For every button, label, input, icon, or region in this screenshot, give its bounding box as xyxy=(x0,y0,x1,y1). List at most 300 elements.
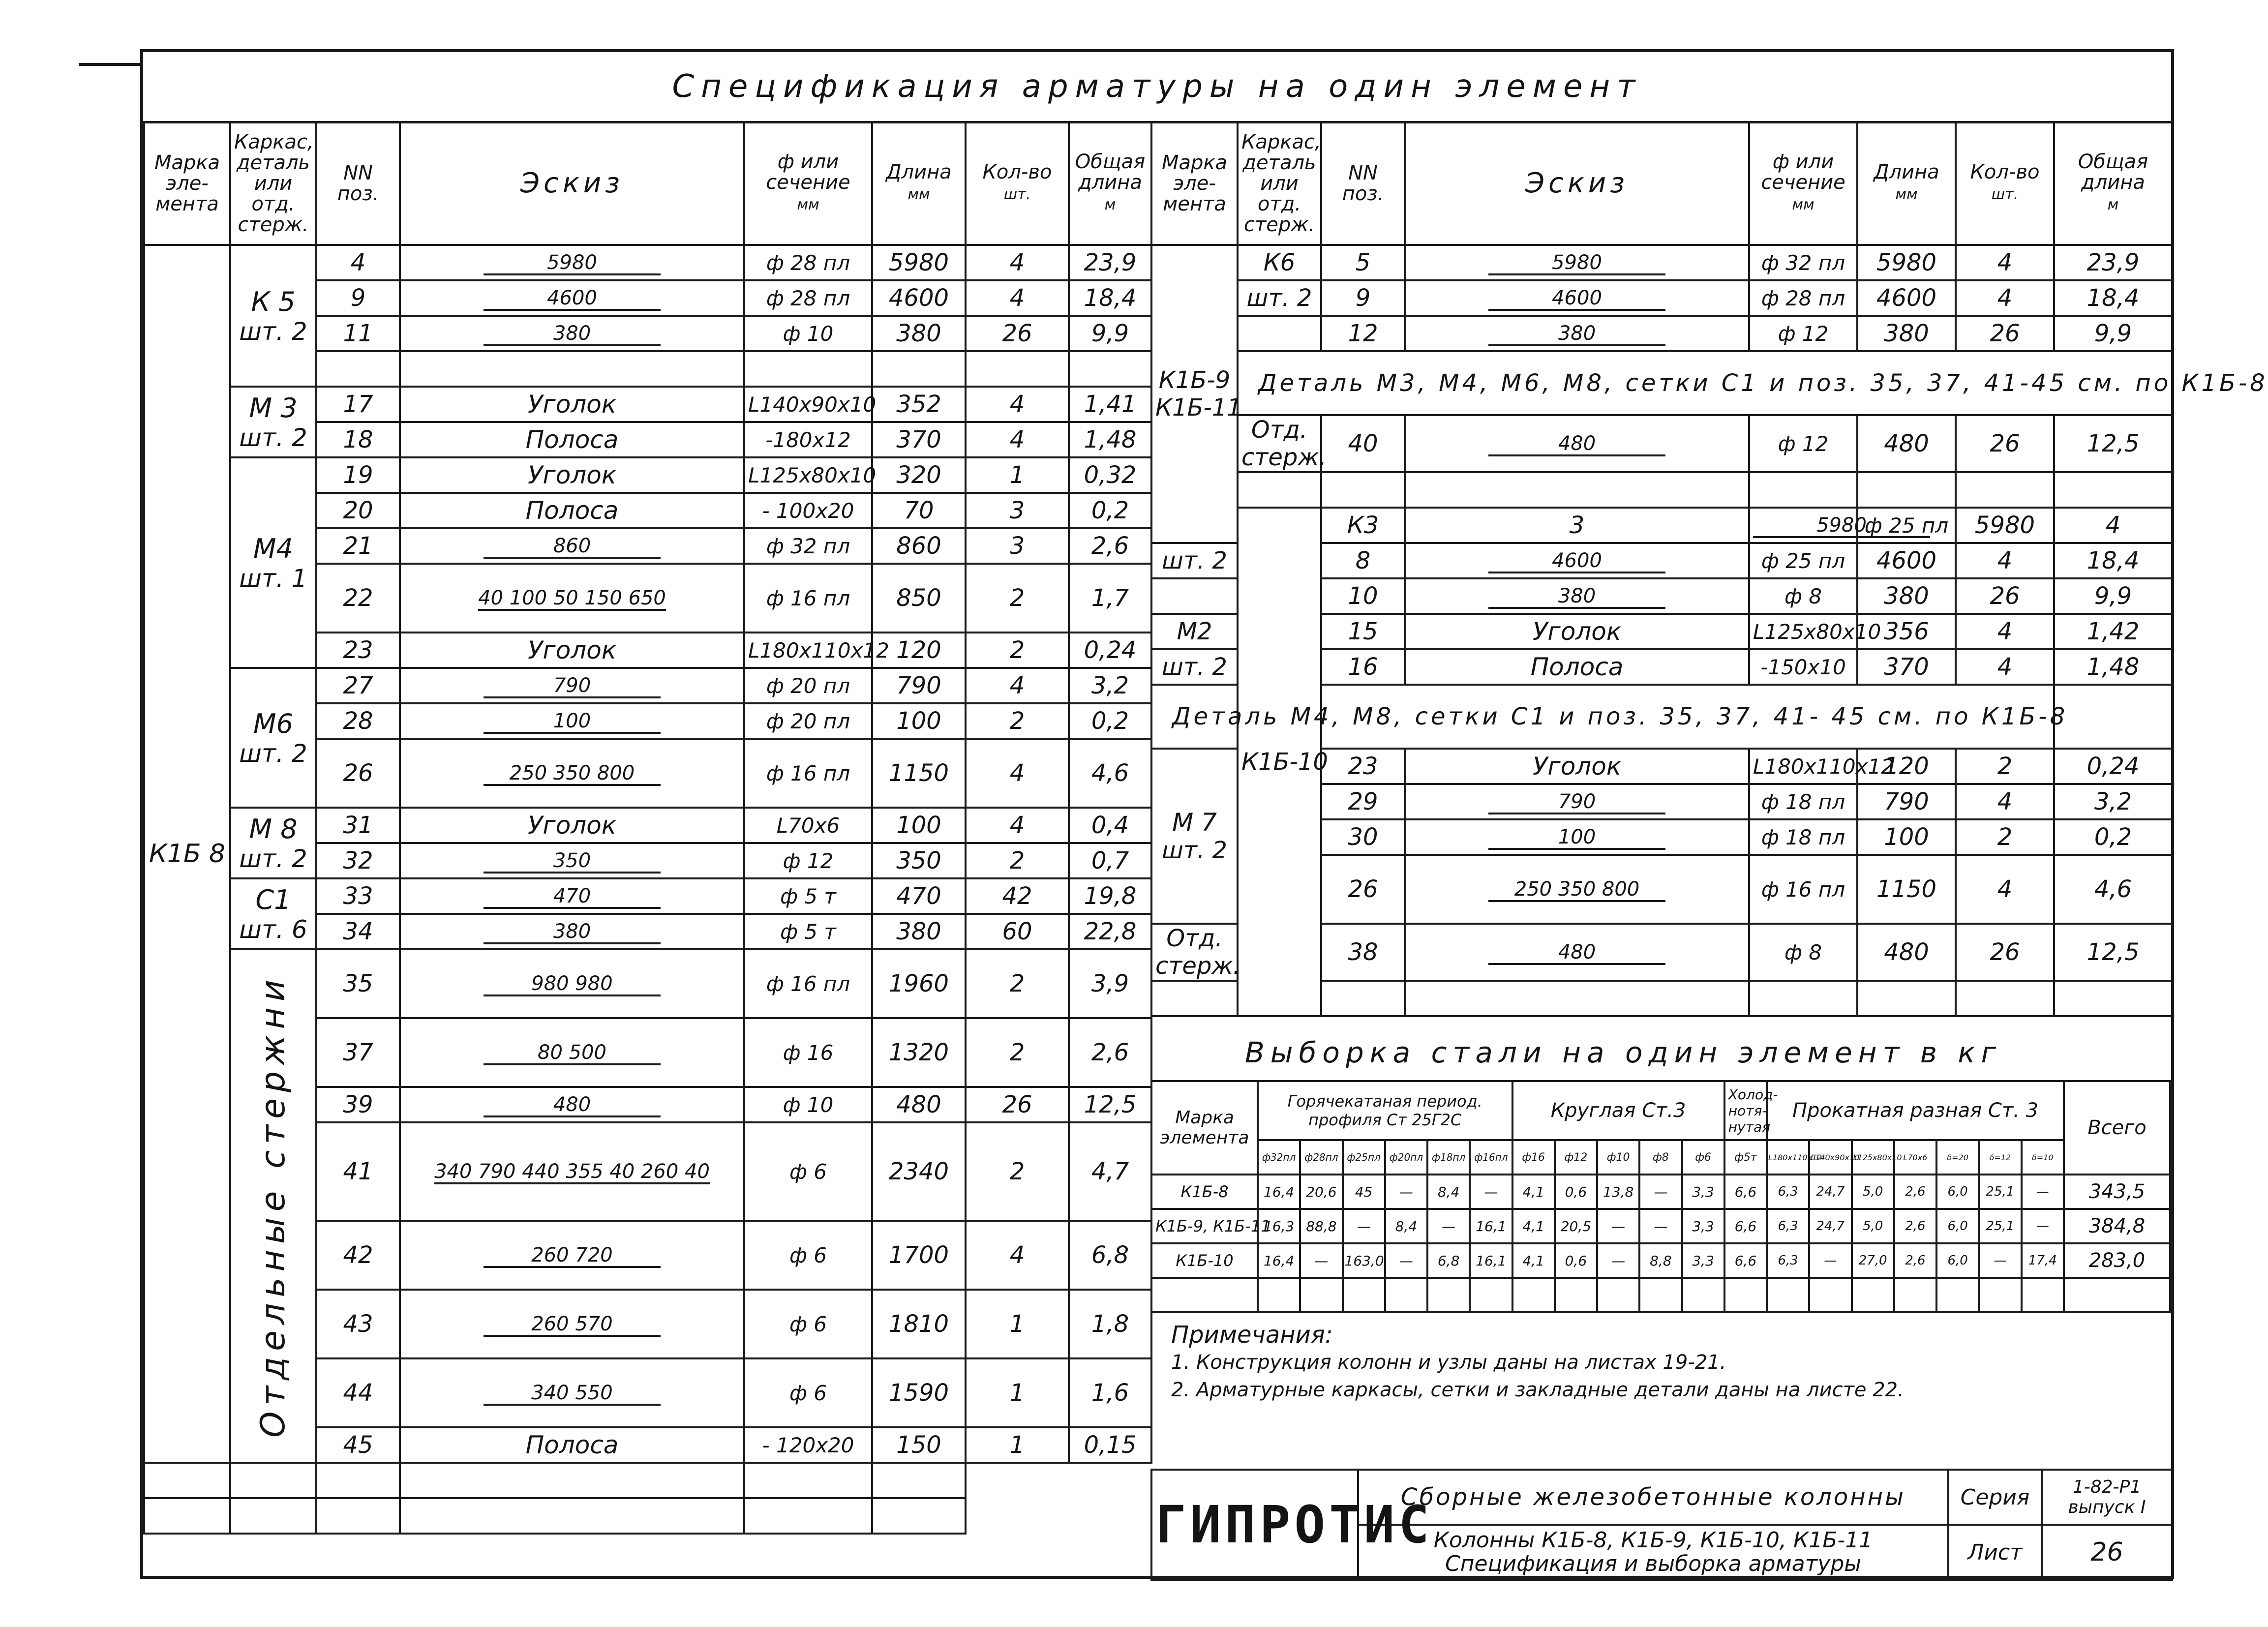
sketch-cell: 790 xyxy=(400,668,744,703)
pos-cell: 18 xyxy=(316,422,400,457)
steel-value: — xyxy=(2022,1209,2064,1243)
r-col-diam-header: ф или сечение мм xyxy=(1749,122,1857,245)
steel-value: — xyxy=(1427,1209,1470,1243)
empty-cell xyxy=(1936,1278,1979,1312)
diam-cell: ф 6 xyxy=(744,1122,872,1221)
total-cell: 18,4 xyxy=(1069,280,1151,316)
steel-total: 283,0 xyxy=(2064,1243,2170,1278)
stamp-title-2: Колонны К1Б-8, К1Б-9, К1Б-10, К1Б-11 Спецификация и выборка арматуры xyxy=(1358,1525,1948,1580)
qty-cell: 2 xyxy=(966,564,1069,633)
total-cell: 0,24 xyxy=(1069,633,1151,668)
steel-value: 6,6 xyxy=(1724,1243,1767,1278)
empty-cell xyxy=(1151,981,1238,1016)
total-cell: 0,15 xyxy=(1069,1427,1151,1463)
stamp-sheet-value: 26 xyxy=(2042,1525,2172,1580)
empty-cell xyxy=(1597,1278,1639,1312)
qty-cell: 4 xyxy=(966,668,1069,703)
qty-cell: 42 xyxy=(966,878,1069,914)
steel-value: 6,3 xyxy=(1767,1175,1809,1209)
total-cell: 0,2 xyxy=(1069,703,1151,739)
frame-cell xyxy=(1151,578,1238,614)
steel-total: 343,5 xyxy=(2064,1175,2170,1209)
diam-cell: ф 12 xyxy=(1749,415,1857,472)
frame-cell xyxy=(230,668,316,808)
table-row xyxy=(144,245,1151,280)
empty-cell xyxy=(1857,981,1956,1016)
empty-cell xyxy=(1405,981,1749,1016)
empty-cell xyxy=(144,1463,230,1498)
empty-cell xyxy=(2054,472,2172,508)
steel-subheader: δ=10 xyxy=(2022,1140,2064,1175)
len-cell: 1960 xyxy=(872,949,966,1018)
total-cell: 6,8 xyxy=(1069,1221,1151,1290)
len-cell: 480 xyxy=(872,1087,966,1122)
empty-cell xyxy=(316,1463,400,1498)
qty-cell: 4 xyxy=(966,245,1069,280)
diam-cell: L180x110x12 xyxy=(1749,749,1857,784)
total-cell: 23,9 xyxy=(1069,245,1151,280)
diam-cell: L140x90x10 xyxy=(744,387,872,422)
empty-cell xyxy=(1238,472,1321,508)
steel-subheader: L180x110x12 xyxy=(1767,1140,1809,1175)
qty-cell: 4 xyxy=(1956,649,2054,685)
len-cell: 1320 xyxy=(872,1018,966,1087)
empty-row xyxy=(1151,472,2172,508)
note-row xyxy=(1151,685,2172,749)
diam-cell: ф 6 xyxy=(744,1221,872,1290)
qty-cell: 26 xyxy=(1956,924,2054,981)
steel-value: 24,7 xyxy=(1809,1175,1851,1209)
qty-cell: 2 xyxy=(966,949,1069,1018)
qty-cell: 2 xyxy=(966,843,1069,878)
total-cell: 1,6 xyxy=(1069,1358,1151,1427)
qty-cell: 4 xyxy=(966,739,1069,808)
steel-round-header: Круглая Ст.3 xyxy=(1512,1081,1724,1140)
sketch-cell: Полоса xyxy=(1405,649,1749,685)
qty-cell: 26 xyxy=(966,316,1069,351)
empty-cell xyxy=(1512,1278,1555,1312)
qty-cell: 26 xyxy=(1956,415,2054,472)
table-row xyxy=(1151,316,2172,351)
pos-cell: 8 xyxy=(1321,543,1405,578)
steel-value: 20,6 xyxy=(1300,1175,1342,1209)
total-cell: 18,4 xyxy=(2054,280,2172,316)
empty-cell xyxy=(872,1498,966,1534)
steel-value: — xyxy=(1385,1175,1427,1209)
len-cell: 120 xyxy=(872,633,966,668)
pos-cell: 5 xyxy=(1321,245,1405,280)
col-len-header: Длина мм xyxy=(872,122,966,245)
steel-value: 0,6 xyxy=(1555,1243,1597,1278)
frame-cell: шт. 2 xyxy=(1151,543,1238,578)
len-cell: 350 xyxy=(872,843,966,878)
steel-value: 6,6 xyxy=(1724,1209,1767,1243)
qty-cell: 4 xyxy=(966,422,1069,457)
r-col-len-header: Длина мм xyxy=(1857,122,1956,245)
steel-subheader: L140x90x10 xyxy=(1809,1140,1851,1175)
len-cell: 1590 xyxy=(872,1358,966,1427)
steel-value: 24,7 xyxy=(1809,1209,1851,1243)
pos-cell: 19 xyxy=(316,457,400,493)
empty-cell xyxy=(1956,981,2054,1016)
total-cell: 4,6 xyxy=(1069,739,1151,808)
steel-value: 8,4 xyxy=(1427,1175,1470,1209)
sketch-cell: Уголок xyxy=(400,457,744,493)
sketch-cell: 380 xyxy=(1405,316,1749,351)
r-col-sketch-header: Эскиз xyxy=(1405,122,1749,245)
len-cell: 1810 xyxy=(872,1290,966,1358)
steel-hot-header: Горячекатаная период. профиля Ст 25Г2С xyxy=(1258,1081,1512,1140)
steel-value: 6,6 xyxy=(1724,1175,1767,1209)
diam-cell: ф 25 пл xyxy=(1749,543,1857,578)
pos-cell: 38 xyxy=(1321,924,1405,981)
steel-row xyxy=(1151,1243,2170,1278)
sketch-cell: 790 xyxy=(1405,784,1749,819)
frame-cell: Отд. стерж. xyxy=(1238,415,1321,472)
qty-cell: 4 xyxy=(1956,614,2054,649)
len-cell: 470 xyxy=(872,878,966,914)
steel-value: 8,8 xyxy=(1639,1243,1682,1278)
empty-cell xyxy=(1343,1278,1385,1312)
steel-value: 16,4 xyxy=(1258,1175,1300,1209)
steel-value: — xyxy=(1979,1243,2021,1278)
diam-cell: ф 18 пл xyxy=(1749,784,1857,819)
empty-cell xyxy=(144,1498,230,1534)
total-cell: 9,9 xyxy=(2054,316,2172,351)
frame-count: шт. 2 xyxy=(239,423,307,452)
pos-cell: 15 xyxy=(1321,614,1405,649)
r-col-total-header: Общая длина м xyxy=(2054,122,2172,245)
sketch-cell: 100 xyxy=(400,703,744,739)
len-cell: 4600 xyxy=(1857,543,1956,578)
len-cell: 100 xyxy=(1857,819,1956,855)
steel-title: Выборка стали на один элемент в кг xyxy=(1245,1036,2002,1069)
sketch-cell: 340 550 xyxy=(400,1358,744,1427)
steel-value: — xyxy=(1809,1243,1851,1278)
col-pos-header: NN поз. xyxy=(316,122,400,245)
diam-cell: ф 16 xyxy=(744,1018,872,1087)
len-cell: 150 xyxy=(872,1427,966,1463)
frame-name: М 8 xyxy=(249,813,298,844)
steel-row xyxy=(1151,1209,2170,1243)
sketch-cell: 250 350 800 xyxy=(1405,855,1749,924)
steel-value: 8,4 xyxy=(1385,1209,1427,1243)
qty-cell: 4 xyxy=(966,280,1069,316)
empty-cell xyxy=(1749,472,1857,508)
pos-cell: 9 xyxy=(316,280,400,316)
sketch-cell: Полоса xyxy=(400,493,744,528)
empty-row xyxy=(144,1498,1151,1534)
steel-value: 4,1 xyxy=(1512,1175,1555,1209)
steel-value: 88,8 xyxy=(1300,1209,1342,1243)
qty-cell: 4 xyxy=(1956,784,2054,819)
steel-value: 3,3 xyxy=(1682,1209,1724,1243)
diam-cell: ф 16 пл xyxy=(744,739,872,808)
sketch-cell: Уголок xyxy=(1405,614,1749,649)
total-cell: 9,9 xyxy=(1069,316,1151,351)
diam-cell: ф 8 xyxy=(1749,578,1857,614)
empty-cell xyxy=(1427,1278,1470,1312)
total-cell: 2,6 xyxy=(1069,1018,1151,1087)
frame-cell xyxy=(230,457,316,668)
table-row xyxy=(1151,245,2172,280)
total-cell: 9,9 xyxy=(2054,578,2172,614)
sketch-cell: 250 350 800 xyxy=(400,739,744,808)
steel-value: 25,1 xyxy=(1979,1209,2021,1243)
qty-cell: 2 xyxy=(966,1122,1069,1221)
table-row xyxy=(144,668,1151,703)
len-cell: 5980 xyxy=(1956,508,2054,543)
reference-note: Деталь М3, М4, М6, М8, сетки С1 и поз. 35, 37, 41-45 см. по К1Б-8 xyxy=(1238,351,2172,415)
qty-cell: 60 xyxy=(966,914,1069,949)
diam-cell: ф 20 пл xyxy=(744,668,872,703)
diam-cell: ф 32 пл xyxy=(1749,245,1857,280)
frame-count: шт. 2 xyxy=(239,317,307,346)
stamp-title-1: Сборные железобетонные колонны xyxy=(1358,1470,1948,1525)
steel-value: 25,1 xyxy=(1979,1175,2021,1209)
qty-cell: 1 xyxy=(966,1358,1069,1427)
steel-subheader: ф10 xyxy=(1597,1140,1639,1175)
stamp-sheet-label: Лист xyxy=(1948,1525,2042,1580)
steel-value: 6,0 xyxy=(1936,1175,1979,1209)
diam-cell: -150x10 xyxy=(1749,649,1857,685)
sketch-cell: 380 xyxy=(400,914,744,949)
frame-cell xyxy=(230,878,316,949)
sketch-cell: 4600 xyxy=(400,280,744,316)
sketch-cell: Уголок xyxy=(400,808,744,843)
frame-count: шт. 2 xyxy=(1162,837,1227,864)
empty-cell xyxy=(1724,1278,1767,1312)
empty-cell xyxy=(1852,1278,1894,1312)
pos-cell: 41 xyxy=(316,1122,400,1221)
pos-cell: 16 xyxy=(1321,649,1405,685)
total-cell: 3,2 xyxy=(2054,784,2172,819)
steel-mark-header: Марка элемента xyxy=(1151,1081,1258,1175)
col-mark-header: Марка эле- мента xyxy=(144,122,230,245)
total-cell: 0,32 xyxy=(1069,457,1151,493)
element-mark: К1Б 8 xyxy=(144,245,230,1463)
sketch-cell: 4600 xyxy=(1405,280,1749,316)
sketch-cell: 260 570 xyxy=(400,1290,744,1358)
empty-cell xyxy=(1321,981,1405,1016)
steel-mark: К1Б-8 xyxy=(1151,1175,1258,1209)
len-cell: 120 xyxy=(1857,749,1956,784)
pos-cell: 23 xyxy=(316,633,400,668)
len-cell: 1150 xyxy=(1857,855,1956,924)
qty-cell: 4 xyxy=(1956,855,2054,924)
table-row xyxy=(1151,508,2172,543)
pos-cell: 30 xyxy=(1321,819,1405,855)
len-cell: 320 xyxy=(872,457,966,493)
diam-cell: ф 5 т xyxy=(744,878,872,914)
steel-value: 4,1 xyxy=(1512,1209,1555,1243)
empty-cell xyxy=(230,1498,316,1534)
steel-value: 5,0 xyxy=(1852,1175,1894,1209)
steel-value: 6,3 xyxy=(1767,1243,1809,1278)
steel-total-header: Всего xyxy=(2064,1081,2170,1175)
steel-value: 2,6 xyxy=(1894,1175,1936,1209)
steel-value: 20,5 xyxy=(1555,1209,1597,1243)
sketch-cell: 480 xyxy=(1405,415,1749,472)
pos-cell: 43 xyxy=(316,1290,400,1358)
diam-cell: ф 12 xyxy=(744,843,872,878)
diam-cell: ф 10 xyxy=(744,1087,872,1122)
sketch-cell: 480 xyxy=(1405,924,1749,981)
frame-name: М 3 xyxy=(249,392,298,423)
org-logo: ГИПРОТИС xyxy=(1151,1470,1358,1580)
steel-value: — xyxy=(2022,1175,2064,1209)
element-mark: К1Б-9 К1Б-11 xyxy=(1151,245,1238,543)
total-cell: 0,7 xyxy=(1069,843,1151,878)
drawing-sheet xyxy=(140,49,2268,1579)
table-row xyxy=(144,457,1151,493)
qty-cell: 4 xyxy=(966,1221,1069,1290)
sketch-cell: 40 100 50 150 650 xyxy=(400,564,744,633)
pos-cell: 26 xyxy=(316,739,400,808)
table-row xyxy=(144,387,1151,422)
len-cell: 790 xyxy=(1857,784,1956,819)
steel-subheader: ф16пл xyxy=(1470,1140,1512,1175)
steel-subheader: ф20пл xyxy=(1385,1140,1427,1175)
total-cell: 3,2 xyxy=(1069,668,1151,703)
sketch-cell: 100 xyxy=(1405,819,1749,855)
frame-cell xyxy=(1151,749,1238,924)
len-cell: 790 xyxy=(872,668,966,703)
qty-cell: 2 xyxy=(1956,819,2054,855)
col-frame-header: Каркас, деталь или отд. стерж. xyxy=(230,122,316,245)
diam-cell: L125x80x10 xyxy=(744,457,872,493)
steel-subheader: L125x80x10 xyxy=(1852,1140,1894,1175)
diam-cell: ф 20 пл xyxy=(744,703,872,739)
frame-count: шт. 2 xyxy=(239,739,307,768)
pos-cell: 21 xyxy=(316,528,400,564)
page-title: Спецификация арматуры на один элемент xyxy=(143,52,2171,123)
len-cell: 380 xyxy=(1857,578,1956,614)
stamp-series-label: Серия xyxy=(1948,1470,2042,1525)
notes xyxy=(1171,1321,1904,1404)
len-cell: 380 xyxy=(872,914,966,949)
steel-subheader: ф28пл xyxy=(1300,1140,1342,1175)
frame-cell xyxy=(230,387,316,457)
separate-bars-label: Отдельные стержни xyxy=(254,974,293,1438)
pos-cell: 34 xyxy=(316,914,400,949)
frame-count: шт. 2 xyxy=(239,844,307,873)
total-cell: 1,7 xyxy=(1069,564,1151,633)
total-cell: 4,6 xyxy=(2054,855,2172,924)
frame-cell: шт. 2 xyxy=(1151,649,1238,685)
empty-cell xyxy=(1682,1278,1724,1312)
frame-cell: К6 xyxy=(1238,245,1321,280)
pos-cell: 32 xyxy=(316,843,400,878)
steel-value: 27,0 xyxy=(1852,1243,1894,1278)
empty-cell xyxy=(1894,1278,1936,1312)
pos-cell: 33 xyxy=(316,878,400,914)
len-cell: 370 xyxy=(872,422,966,457)
pos-cell: 20 xyxy=(316,493,400,528)
empty-cell xyxy=(230,1463,316,1498)
empty-cell xyxy=(744,1463,872,1498)
steel-cold-header: Холод- нотя- нутая xyxy=(1724,1081,1767,1140)
steel-value: 6,0 xyxy=(1936,1209,1979,1243)
pos-cell: 40 xyxy=(1321,415,1405,472)
sketch-cell: Уголок xyxy=(1405,749,1749,784)
sketch-cell: 4600 xyxy=(1405,543,1749,578)
len-cell: 380 xyxy=(872,316,966,351)
steel-value: 4,1 xyxy=(1512,1243,1555,1278)
pos-cell: 26 xyxy=(1321,855,1405,924)
total-cell: 12,5 xyxy=(2054,924,2172,981)
qty-cell: 2 xyxy=(966,633,1069,668)
right-spec-table xyxy=(1150,121,2268,1017)
steel-value: — xyxy=(1639,1175,1682,1209)
empty-cell xyxy=(1258,1278,1300,1312)
sketch-cell: 350 xyxy=(400,843,744,878)
steel-value: — xyxy=(1639,1209,1682,1243)
steel-subheader: ф8 xyxy=(1639,1140,1682,1175)
table-row xyxy=(144,878,1151,914)
diam-cell: ф 25 пл xyxy=(1857,508,1956,543)
diam-cell: ф 6 xyxy=(744,1290,872,1358)
pos-cell: 10 xyxy=(1321,578,1405,614)
steel-value: 45 xyxy=(1343,1175,1385,1209)
sketch-cell xyxy=(400,351,744,387)
len-cell: 5980 xyxy=(872,245,966,280)
qty-cell: 2 xyxy=(966,703,1069,739)
steel-value: 6,8 xyxy=(1427,1243,1470,1278)
diam-cell: -180x12 xyxy=(744,422,872,457)
sketch-cell: Уголок xyxy=(400,633,744,668)
steel-rolled-header: Прокатная разная Ст. 3 xyxy=(1767,1081,2064,1140)
col-sketch-header: Эскиз xyxy=(400,122,744,245)
qty-cell: 1 xyxy=(966,457,1069,493)
steel-value: — xyxy=(1385,1243,1427,1278)
empty-cell xyxy=(316,1498,400,1534)
diam-cell: ф 12 xyxy=(1749,316,1857,351)
pos-cell: 37 xyxy=(316,1018,400,1087)
total-cell: 0,4 xyxy=(1069,808,1151,843)
qty-cell: 4 xyxy=(1956,543,2054,578)
pos-cell: 27 xyxy=(316,668,400,703)
table-row xyxy=(144,808,1151,843)
len-cell: 4600 xyxy=(1857,280,1956,316)
empty-cell xyxy=(2064,1278,2170,1312)
pos-cell: 3 xyxy=(1405,508,1749,543)
sketch-cell: 260 720 xyxy=(400,1221,744,1290)
qty-cell: 3 xyxy=(966,493,1069,528)
sketch-cell: Полоса xyxy=(400,1427,744,1463)
steel-value: 13,8 xyxy=(1597,1175,1639,1209)
steel-value: 6,0 xyxy=(1936,1243,1979,1278)
empty-cell xyxy=(400,1463,744,1498)
steel-subheader: δ=20 xyxy=(1936,1140,1979,1175)
len-cell: 100 xyxy=(872,808,966,843)
len-cell: 100 xyxy=(872,703,966,739)
total-cell: 12,5 xyxy=(2054,415,2172,472)
pos-cell: 31 xyxy=(316,808,400,843)
steel-value: — xyxy=(1300,1243,1342,1278)
total-cell: 0,2 xyxy=(2054,819,2172,855)
diam-cell: ф 18 пл xyxy=(1749,819,1857,855)
empty-cell xyxy=(1639,1278,1682,1312)
frame-cell: Отд. стерж. xyxy=(1151,924,1238,981)
pos-cell: 28 xyxy=(316,703,400,739)
sketch-cell: 5980 xyxy=(1405,245,1749,280)
stamp-series-value: 1-82-Р1 выпуск I xyxy=(2042,1470,2172,1525)
qty-cell: 4 xyxy=(966,808,1069,843)
pos-cell: 9 xyxy=(1321,280,1405,316)
steel-table xyxy=(1150,1080,2171,1313)
total-cell: 18,4 xyxy=(2054,543,2172,578)
